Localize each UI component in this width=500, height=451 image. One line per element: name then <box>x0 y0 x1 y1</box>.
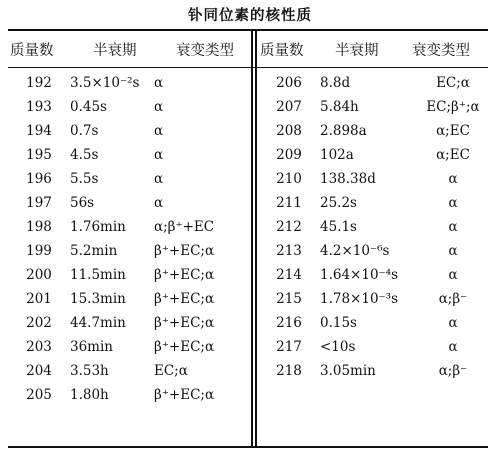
table-row <box>8 311 250 335</box>
header-mass-left: 质量数 <box>10 43 54 59</box>
mass-cell: 197 <box>26 195 52 211</box>
decay-type-cell: α <box>448 315 458 331</box>
table-row <box>8 287 250 311</box>
half-life-cell: 1.76min <box>70 219 126 235</box>
table-row <box>8 143 250 167</box>
header-half-life-right: 半衰期 <box>335 43 379 59</box>
column-separator <box>255 31 257 446</box>
mass-cell: 204 <box>26 363 52 379</box>
table-row <box>8 383 250 407</box>
header-mass-right: 质量数 <box>260 43 304 59</box>
table-row <box>8 359 250 383</box>
mass-cell: 207 <box>276 99 302 115</box>
half-life-cell: 1.80h <box>70 387 109 403</box>
decay-type-cell: α;EC <box>436 147 470 163</box>
mass-cell: 192 <box>26 75 52 91</box>
table-row <box>258 215 486 239</box>
table-row <box>258 311 486 335</box>
decay-type-cell: α;EC <box>436 123 470 139</box>
half-life-cell: 5.84h <box>320 99 359 115</box>
left-table <box>8 71 250 407</box>
mass-cell: 200 <box>26 267 52 283</box>
half-life-cell: 45.1s <box>320 219 357 235</box>
mass-cell: 198 <box>26 219 52 235</box>
decay-type-cell: β⁺+EC;α <box>154 267 215 283</box>
mass-cell: 206 <box>276 75 302 91</box>
decay-type-cell: α <box>154 99 164 115</box>
right-table-body <box>258 71 486 383</box>
half-life-cell: 4.2×10⁻⁶s <box>320 243 390 259</box>
table-row <box>258 71 486 95</box>
half-life-cell: 8.8d <box>320 75 351 91</box>
half-life-cell: 11.5min <box>70 267 126 283</box>
half-life-cell: 102a <box>320 147 354 163</box>
table-row <box>258 119 486 143</box>
decay-type-cell: EC;α <box>436 75 470 91</box>
mass-cell: 211 <box>276 195 302 211</box>
mass-cell: 199 <box>26 243 52 259</box>
header-half-life-left: 半衰期 <box>93 43 137 59</box>
table-row <box>8 215 250 239</box>
table-row <box>8 167 250 191</box>
table-row <box>8 119 250 143</box>
table-row <box>8 95 250 119</box>
decay-type-cell: α <box>154 171 164 187</box>
decay-type-cell: α <box>154 195 164 211</box>
table-row <box>258 359 486 383</box>
half-life-cell: 5.2min <box>70 243 118 259</box>
half-life-cell: 0.45s <box>70 99 107 115</box>
half-life-cell: 3.53h <box>70 363 109 379</box>
half-life-cell: 3.5×10⁻²s <box>70 75 140 91</box>
half-life-cell: 4.5s <box>70 147 99 163</box>
table-row <box>258 191 486 215</box>
mass-cell: 196 <box>26 171 52 187</box>
table-row <box>258 263 486 287</box>
decay-type-cell: α <box>448 267 458 283</box>
half-life-cell: 138.38d <box>320 171 376 187</box>
mass-cell: 215 <box>276 291 302 307</box>
top-rule <box>8 29 488 31</box>
bottom-rule <box>8 446 488 448</box>
header-decay-right: 衰变类型 <box>412 43 470 59</box>
decay-type-cell: β⁺+EC;α <box>154 315 215 331</box>
table-row <box>258 143 486 167</box>
half-life-cell: 5.5s <box>70 171 99 187</box>
mass-cell: 214 <box>276 267 302 283</box>
decay-type-cell: α <box>154 147 164 163</box>
mass-cell: 218 <box>276 363 302 379</box>
table-row <box>8 239 250 263</box>
decay-type-cell: β⁺+EC;α <box>154 387 215 403</box>
half-life-cell: 25.2s <box>320 195 357 211</box>
table-row <box>258 239 486 263</box>
table-row <box>258 167 486 191</box>
decay-type-cell: α <box>154 123 164 139</box>
mass-cell: 210 <box>276 171 302 187</box>
decay-type-cell: α <box>448 171 458 187</box>
mass-cell: 193 <box>26 99 52 115</box>
decay-type-cell: α <box>448 339 458 355</box>
table-row <box>8 191 250 215</box>
half-life-cell: 36min <box>70 339 113 355</box>
decay-type-cell: α;β⁺+EC <box>154 219 215 235</box>
mass-cell: 195 <box>26 147 52 163</box>
header-decay-left: 衰变类型 <box>176 43 234 59</box>
mass-cell: 216 <box>276 315 302 331</box>
half-life-cell: 1.78×10⁻³s <box>320 291 399 307</box>
half-life-cell: 44.7min <box>70 315 126 331</box>
table-row <box>258 287 486 311</box>
half-life-cell: 0.15s <box>320 315 357 331</box>
half-life-cell: 1.64×10⁻⁴s <box>320 267 399 283</box>
right-table <box>258 71 486 383</box>
table-row <box>8 71 250 95</box>
header-rule <box>8 67 488 68</box>
decay-type-cell: α <box>448 219 458 235</box>
decay-type-cell: EC;β⁺;α <box>426 99 480 115</box>
decay-type-cell: β⁺+EC;α <box>154 339 215 355</box>
mass-cell: 205 <box>26 387 52 403</box>
mass-cell: 217 <box>276 339 302 355</box>
decay-type-cell: α <box>448 243 458 259</box>
mass-cell: 208 <box>276 123 302 139</box>
mass-cell: 202 <box>26 315 52 331</box>
decay-type-cell: α;β⁻ <box>438 291 468 307</box>
half-life-cell: 2.898a <box>320 123 367 139</box>
decay-type-cell: α;β⁻ <box>438 363 468 379</box>
half-life-cell: 56s <box>70 195 95 211</box>
half-life-cell: 15.3min <box>70 291 126 307</box>
decay-type-cell: β⁺+EC;α <box>154 291 215 307</box>
mass-cell: 209 <box>276 147 302 163</box>
decay-type-cell: EC;α <box>154 363 188 379</box>
decay-type-cell: α <box>154 75 164 91</box>
left-table-body <box>8 71 250 407</box>
column-separator <box>251 31 253 446</box>
half-life-cell: 3.05min <box>320 363 376 379</box>
mass-cell: 203 <box>26 339 52 355</box>
decay-type-cell: β⁺+EC;α <box>154 243 215 259</box>
table-row <box>258 95 486 119</box>
half-life-cell: 0.7s <box>70 123 99 139</box>
decay-type-cell: α <box>448 195 458 211</box>
mass-cell: 201 <box>26 291 52 307</box>
table-row <box>8 263 250 287</box>
table-title: 钋同位素的核性质 <box>188 8 312 24</box>
mass-cell: 212 <box>276 219 302 235</box>
mass-cell: 194 <box>26 123 52 139</box>
mass-cell: 213 <box>276 243 302 259</box>
half-life-cell: <10s <box>320 339 356 355</box>
table-row <box>8 335 250 359</box>
table-row <box>258 335 486 359</box>
